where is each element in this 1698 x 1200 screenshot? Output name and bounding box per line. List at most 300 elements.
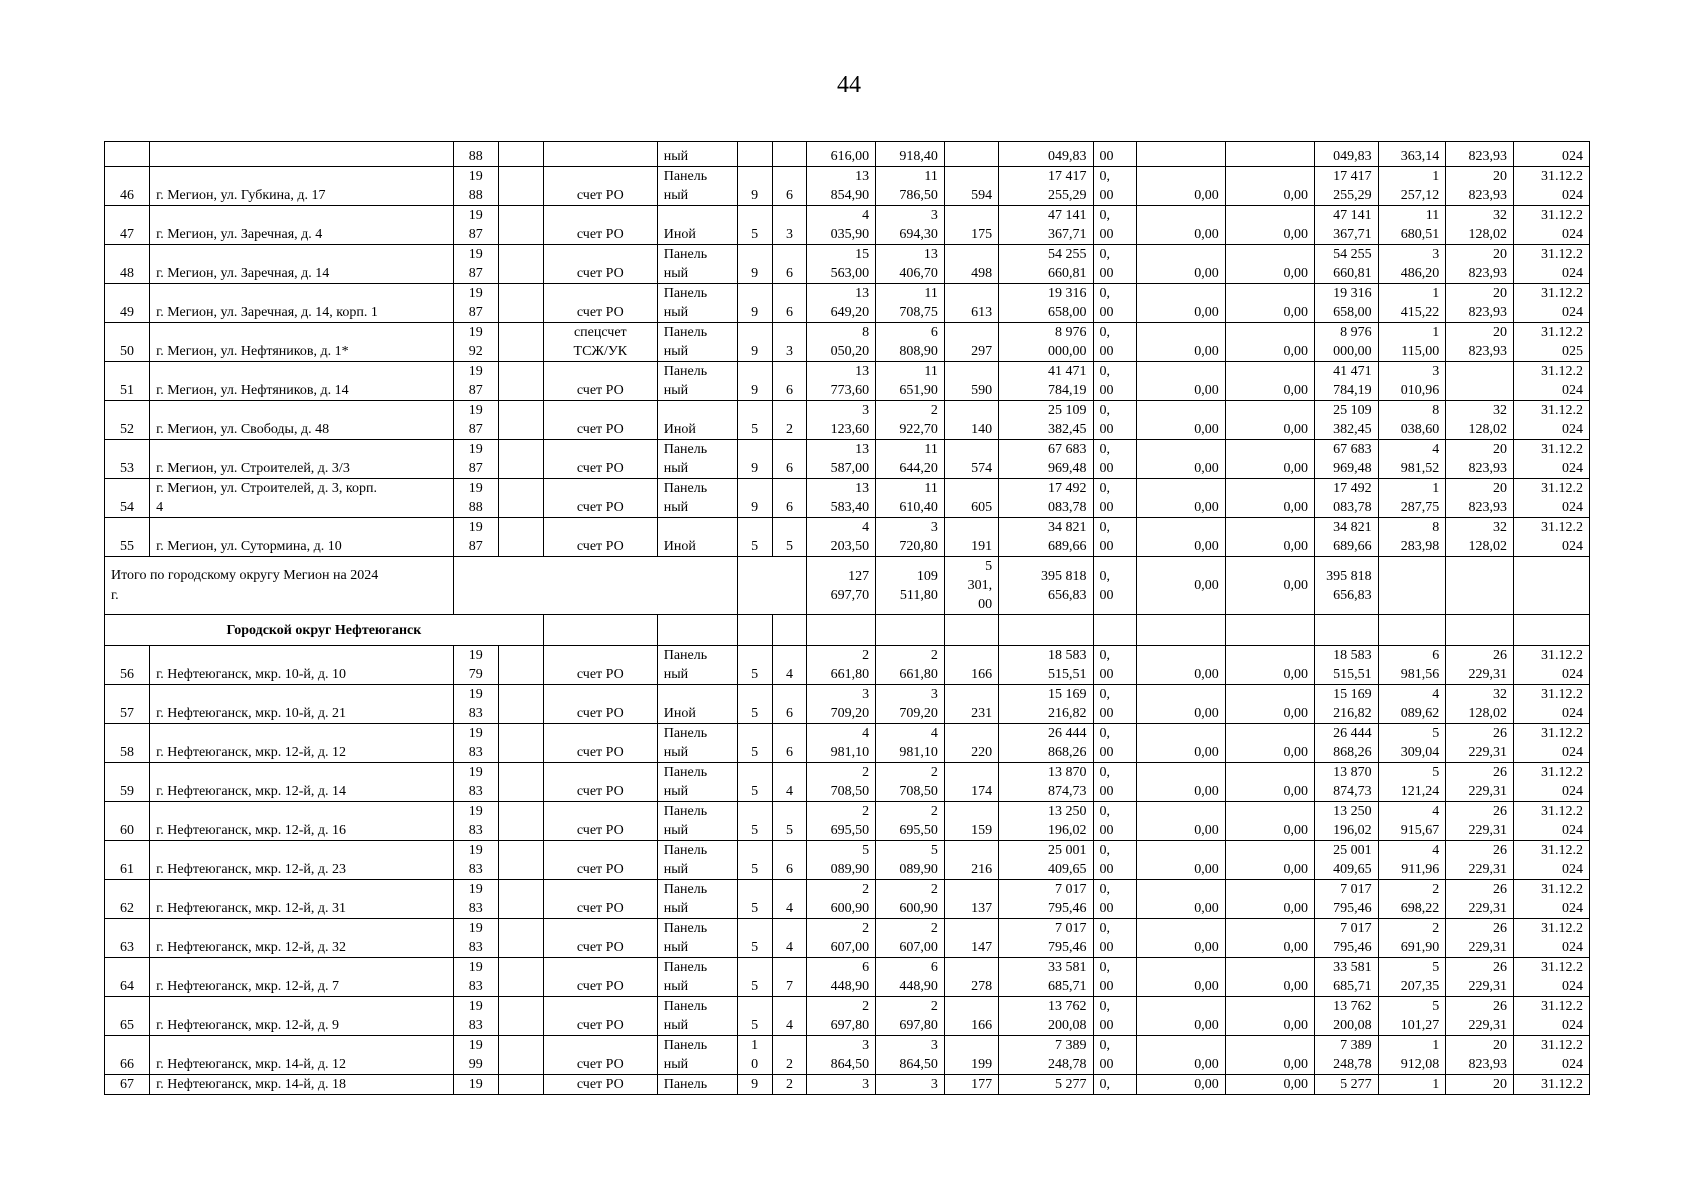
cell-per-sqm: 2 698,22: [1378, 880, 1446, 919]
cell-empty: [498, 919, 543, 958]
cell-residents: 297: [944, 323, 998, 362]
cell-zero: 0, 00: [1093, 206, 1136, 245]
cell-method: счет РО: [543, 479, 657, 518]
cell-total: 15 169 216,82: [1315, 685, 1379, 724]
cell-per-sqm: 3 486,20: [1378, 245, 1446, 284]
cell-cost: 34 821 689,66: [999, 518, 1093, 557]
cell-limit: 32 128,02: [1446, 518, 1514, 557]
cell-f: 0,00: [1225, 880, 1314, 919]
section-empty: [1513, 615, 1589, 646]
cell-residents: 177: [944, 1075, 998, 1095]
cell-residents: 498: [944, 245, 998, 284]
cell-empty: [498, 997, 543, 1036]
cell-cost: 13 250 196,02: [999, 802, 1093, 841]
cell-total: 13 250 196,02: [1315, 802, 1379, 841]
cell-residents: 231: [944, 685, 998, 724]
cell-zero: 0, 00: [1093, 685, 1136, 724]
cell-floors: 9: [737, 245, 772, 284]
cell-zero: 0, 00: [1093, 323, 1136, 362]
total-residents: 5 301, 00: [944, 557, 998, 615]
cell-floors: 5: [737, 401, 772, 440]
cell-zero: 0, 00: [1093, 479, 1136, 518]
cell-year: 19 83: [453, 841, 498, 880]
cell-residents: 605: [944, 479, 998, 518]
cell-e: 0,00: [1136, 646, 1225, 685]
cell-num: 46: [105, 167, 150, 206]
section-empty: [1378, 615, 1446, 646]
cell-method: счет РО: [543, 284, 657, 323]
cell-area-total: 2 600,90: [807, 880, 876, 919]
cell-deadline: 31.12.2 024: [1513, 646, 1589, 685]
cell-area-total: 2 697,80: [807, 997, 876, 1036]
cell-e: 0,00: [1136, 685, 1225, 724]
cell-f: 0,00: [1225, 646, 1314, 685]
cell-year: 19 83: [453, 997, 498, 1036]
cell-floors: 5: [737, 206, 772, 245]
cell-empty: [498, 802, 543, 841]
cell-entrances: 3: [772, 206, 807, 245]
cell-num: 52: [105, 401, 150, 440]
total-area-living: 109 511,80: [876, 557, 945, 615]
cell-residents: 590: [944, 362, 998, 401]
cell-deadline: 31.12.2 024: [1513, 763, 1589, 802]
cell-floors: 1 0: [737, 1036, 772, 1075]
cell-area-living: 3 709,20: [876, 685, 945, 724]
cell-area-living: 11 708,75: [876, 284, 945, 323]
cell-method: счет РО: [543, 724, 657, 763]
cell-area-total: 3 709,20: [807, 685, 876, 724]
section-empty: [876, 615, 945, 646]
cell-residents: 574: [944, 440, 998, 479]
cell-address: г. Нефтеюганск, мкр. 12-й, д. 14: [150, 763, 454, 802]
cell-e: 0,00: [1136, 919, 1225, 958]
cell-e: 0,00: [1136, 479, 1225, 518]
cell-floors: 5: [737, 880, 772, 919]
cell-f: 0,00: [1225, 401, 1314, 440]
total-label: Итого по городскому округу Мегион на 2024 г.: [105, 557, 454, 615]
cell-method: счет РО: [543, 685, 657, 724]
cell-f: 0,00: [1225, 841, 1314, 880]
cell-empty: [498, 362, 543, 401]
cell-limit: 20: [1446, 1075, 1514, 1095]
cell-address: г. Мегион, ул. Губкина, д. 17: [150, 167, 454, 206]
cell-e: 0,00: [1136, 401, 1225, 440]
cell-cost: 17 417 255,29: [999, 167, 1093, 206]
cell-num: 56: [105, 646, 150, 685]
cell-num: 58: [105, 724, 150, 763]
table-row: [105, 245, 1590, 284]
cell-deadline: 31.12.2 024: [1513, 919, 1589, 958]
cell-address: г. Мегион, ул. Заречная, д. 4: [150, 206, 454, 245]
cell-area-total: 4 035,90: [807, 206, 876, 245]
cell-area-living: 6 448,90: [876, 958, 945, 997]
cell-entrances: 6: [772, 479, 807, 518]
cell-cost: 7 017 795,46: [999, 919, 1093, 958]
cell-deadline: 31.12.2 024: [1513, 958, 1589, 997]
total-e: 0,00: [1136, 557, 1225, 615]
cell-entrances: 4: [772, 646, 807, 685]
cell-limit: [1446, 362, 1514, 401]
cell-cost: 13 870 874,73: [999, 763, 1093, 802]
cell-year: 19 87: [453, 440, 498, 479]
cell-num: 55: [105, 518, 150, 557]
cell-year: 19 83: [453, 685, 498, 724]
cell-residents: 613: [944, 284, 998, 323]
total-total: 395 818 656,83: [1315, 557, 1379, 615]
table-row: [105, 479, 1590, 518]
cell-entrances: 2: [772, 401, 807, 440]
cell-limit: 20 823,93: [1446, 284, 1514, 323]
cell-empty: [498, 646, 543, 685]
cell-entrances: 6: [772, 284, 807, 323]
cell-total: 25 109 382,45: [1315, 401, 1379, 440]
cell-material: Панель ный: [657, 1036, 737, 1075]
cell-deadline: 31.12.2 024: [1513, 724, 1589, 763]
cell-area-living: 11 651,90: [876, 362, 945, 401]
cell-floors: 5: [737, 997, 772, 1036]
cell-empty: [498, 841, 543, 880]
cell-cost: 7 389 248,78: [999, 1036, 1093, 1075]
cell-area-living: 2 922,70: [876, 401, 945, 440]
table-body: [105, 142, 1590, 1095]
cell-f: 0,00: [1225, 997, 1314, 1036]
section-empty: [1446, 615, 1514, 646]
cell-address: г. Нефтеюганск, мкр. 12-й, д. 23: [150, 841, 454, 880]
cell-address: г. Нефтеюганск, мкр. 14-й, д. 18: [150, 1075, 454, 1095]
cell-deadline: 31.12.2 024: [1513, 401, 1589, 440]
cell-num: 67: [105, 1075, 150, 1095]
total-empty: [453, 557, 737, 615]
cell-material: Иной: [657, 401, 737, 440]
cell-per-sqm: 8 283,98: [1378, 518, 1446, 557]
cell-material: Панель ный: [657, 919, 737, 958]
cell-floors: 5: [737, 802, 772, 841]
cell-f: 0,00: [1225, 802, 1314, 841]
cell-floors: 5: [737, 841, 772, 880]
total-row-megion: [105, 557, 1590, 615]
table-row: [105, 518, 1590, 557]
cell-year: 19 87: [453, 284, 498, 323]
table-row: [105, 841, 1590, 880]
cell-zero: 0, 00: [1093, 802, 1136, 841]
cell-material: Иной: [657, 685, 737, 724]
cell-floors: 5: [737, 518, 772, 557]
cell-zero: 0, 00: [1093, 880, 1136, 919]
cell-cost: 8 976 000,00: [999, 323, 1093, 362]
cell-empty: [498, 685, 543, 724]
cell-total: 54 255 660,81: [1315, 245, 1379, 284]
cell-address: г. Мегион, ул. Строителей, д. 3/3: [150, 440, 454, 479]
cell-per-sqm: 8 038,60: [1378, 401, 1446, 440]
cell-area-living: 6 808,90: [876, 323, 945, 362]
cell-e: 0,00: [1136, 802, 1225, 841]
cell-limit: 20 823,93: [1446, 1036, 1514, 1075]
cell-num: 60: [105, 802, 150, 841]
cell-limit: 823,93: [1446, 142, 1514, 167]
cell-limit: 26 229,31: [1446, 919, 1514, 958]
cell-cost: 15 169 216,82: [999, 685, 1093, 724]
cell-empty: [498, 401, 543, 440]
section-empty: [1136, 615, 1225, 646]
cell-year: 19 99: [453, 1036, 498, 1075]
cell-year: 19 83: [453, 802, 498, 841]
cell-empty: [498, 1036, 543, 1075]
cell-material: Панель ный: [657, 802, 737, 841]
cell-empty: [498, 518, 543, 557]
cell-empty: [498, 142, 543, 167]
cell-floors: 5: [737, 685, 772, 724]
cell-area-living: 2 600,90: [876, 880, 945, 919]
cell-method: счет РО: [543, 1075, 657, 1095]
cell-total: 34 821 689,66: [1315, 518, 1379, 557]
cell-residents: 220: [944, 724, 998, 763]
cell-zero: 0, 00: [1093, 440, 1136, 479]
cell-entrances: [772, 142, 807, 167]
cell-f: 0,00: [1225, 763, 1314, 802]
cell-per-sqm: 5 101,27: [1378, 997, 1446, 1036]
cell-f: 0,00: [1225, 919, 1314, 958]
cell-total: 7 017 795,46: [1315, 919, 1379, 958]
cell-limit: 20 823,93: [1446, 245, 1514, 284]
cell-material: ный: [657, 142, 737, 167]
cell-area-total: 3 864,50: [807, 1036, 876, 1075]
cell-area-total: 13 649,20: [807, 284, 876, 323]
cell-residents: 159: [944, 802, 998, 841]
cell-zero: 0, 00: [1093, 284, 1136, 323]
section-empty: [944, 615, 998, 646]
cell-zero: 0, 00: [1093, 646, 1136, 685]
cell-area-total: 6 448,90: [807, 958, 876, 997]
total-area-total: 127 697,70: [807, 557, 876, 615]
cell-e: 0,00: [1136, 724, 1225, 763]
cell-num: 65: [105, 997, 150, 1036]
cell-per-sqm: 5 207,35: [1378, 958, 1446, 997]
cell-empty: [498, 1075, 543, 1095]
housing-table: [104, 141, 1590, 1095]
cell-e: 0,00: [1136, 958, 1225, 997]
cell-total: 26 444 868,26: [1315, 724, 1379, 763]
cell-empty: [498, 763, 543, 802]
cell-f: 0,00: [1225, 479, 1314, 518]
section-header-row: [105, 615, 1590, 646]
cell-f: 0,00: [1225, 724, 1314, 763]
cell-method: счет РО: [543, 919, 657, 958]
cell-cost: 049,83: [999, 142, 1093, 167]
cell-deadline: 31.12.2 024: [1513, 802, 1589, 841]
cell-material: Панель ный: [657, 440, 737, 479]
cell-area-total: 13 773,60: [807, 362, 876, 401]
cell-year: 19 83: [453, 919, 498, 958]
cell-cost: 13 762 200,08: [999, 997, 1093, 1036]
cell-zero: 0, 00: [1093, 1036, 1136, 1075]
cell-material: Панель ный: [657, 284, 737, 323]
cell-floors: 9: [737, 323, 772, 362]
cell-material: Панель ный: [657, 646, 737, 685]
cell-address: г. Мегион, ул. Свободы, д. 48: [150, 401, 454, 440]
cell-total: 25 001 409,65: [1315, 841, 1379, 880]
cell-area-living: 11 644,20: [876, 440, 945, 479]
cell-cost: 17 492 083,78: [999, 479, 1093, 518]
cell-deadline: 31.12.2 024: [1513, 362, 1589, 401]
cell-e: 0,00: [1136, 880, 1225, 919]
cell-address: г. Мегион, ул. Нефтяников, д. 14: [150, 362, 454, 401]
cell-floors: 9: [737, 440, 772, 479]
cell-address: г. Нефтеюганск, мкр. 12-й, д. 16: [150, 802, 454, 841]
cell-residents: 216: [944, 841, 998, 880]
table-row: [105, 724, 1590, 763]
cell-e: [1136, 142, 1225, 167]
table-row: [105, 1075, 1590, 1095]
cell-cost: 18 583 515,51: [999, 646, 1093, 685]
cell-e: 0,00: [1136, 997, 1225, 1036]
cell-address: г. Нефтеюганск, мкр. 12-й, д. 12: [150, 724, 454, 763]
cell-residents: 140: [944, 401, 998, 440]
cell-zero: 0, 00: [1093, 958, 1136, 997]
cell-floors: 5: [737, 763, 772, 802]
cell-f: 0,00: [1225, 167, 1314, 206]
cell-per-sqm: 1: [1378, 1075, 1446, 1095]
cell-year: 19 92: [453, 323, 498, 362]
cell-residents: 166: [944, 646, 998, 685]
cell-residents: 175: [944, 206, 998, 245]
table-row: [105, 763, 1590, 802]
cell-empty: [498, 724, 543, 763]
table-row: [105, 919, 1590, 958]
cell-cost: 33 581 685,71: [999, 958, 1093, 997]
cell-area-total: 616,00: [807, 142, 876, 167]
cell-floors: 9: [737, 284, 772, 323]
cell-num: 61: [105, 841, 150, 880]
cell-deadline: 31.12.2 024: [1513, 880, 1589, 919]
cell-entrances: 6: [772, 841, 807, 880]
cell-zero: 0,: [1093, 1075, 1136, 1095]
cell-total: 67 683 969,48: [1315, 440, 1379, 479]
cell-floors: 5: [737, 919, 772, 958]
cell-deadline: 31.12.2 024: [1513, 167, 1589, 206]
cell-year: 19 87: [453, 206, 498, 245]
cell-e: 0,00: [1136, 167, 1225, 206]
cell-empty: [498, 206, 543, 245]
cell-address: [150, 142, 454, 167]
cell-deadline: 31.12.2 024: [1513, 479, 1589, 518]
cell-num: 59: [105, 763, 150, 802]
page-number: 44: [837, 72, 861, 98]
cell-address: г. Нефтеюганск, мкр. 12-й, д. 9: [150, 997, 454, 1036]
cell-deadline: 31.12.2 024: [1513, 518, 1589, 557]
cell-f: 0,00: [1225, 1036, 1314, 1075]
cell-method: счет РО: [543, 646, 657, 685]
cell-zero: 00: [1093, 142, 1136, 167]
cell-year: 19 79: [453, 646, 498, 685]
cell-address: г. Нефтеюганск, мкр. 14-й, д. 12: [150, 1036, 454, 1075]
cell-area-total: 2 695,50: [807, 802, 876, 841]
cell-limit: 26 229,31: [1446, 997, 1514, 1036]
cell-cost: 5 277: [999, 1075, 1093, 1095]
cell-num: 49: [105, 284, 150, 323]
cell-method: счет РО: [543, 763, 657, 802]
cell-method: счет РО: [543, 997, 657, 1036]
cell-deadline: 31.12.2 024: [1513, 206, 1589, 245]
cell-per-sqm: 4 981,52: [1378, 440, 1446, 479]
cell-area-living: 3 864,50: [876, 1036, 945, 1075]
cell-total: 049,83: [1315, 142, 1379, 167]
cell-zero: 0, 00: [1093, 997, 1136, 1036]
cell-f: 0,00: [1225, 206, 1314, 245]
cell-year: 19 88: [453, 479, 498, 518]
cell-limit: 20 823,93: [1446, 479, 1514, 518]
cell-area-total: 2 708,50: [807, 763, 876, 802]
table-row: [105, 685, 1590, 724]
cell-area-living: 2 695,50: [876, 802, 945, 841]
cell-cost: 25 109 382,45: [999, 401, 1093, 440]
cell-f: 0,00: [1225, 518, 1314, 557]
cell-zero: 0, 00: [1093, 841, 1136, 880]
cell-material: Панель ный: [657, 763, 737, 802]
table-row: [105, 958, 1590, 997]
cell-f: 0,00: [1225, 958, 1314, 997]
cell-f: 0,00: [1225, 362, 1314, 401]
cell-num: 51: [105, 362, 150, 401]
cell-per-sqm: 1 287,75: [1378, 479, 1446, 518]
table-row: [105, 167, 1590, 206]
cell-zero: 0, 00: [1093, 245, 1136, 284]
table-row: [105, 802, 1590, 841]
cell-f: 0,00: [1225, 245, 1314, 284]
cell-year: 19 87: [453, 401, 498, 440]
cell-empty: [498, 284, 543, 323]
section-empty: [999, 615, 1093, 646]
section-empty: [807, 615, 876, 646]
cell-zero: 0, 00: [1093, 724, 1136, 763]
cell-method: счет РО: [543, 167, 657, 206]
cell-material: Панель ный: [657, 841, 737, 880]
cell-num: 64: [105, 958, 150, 997]
cell-entrances: 3: [772, 323, 807, 362]
table-row: [105, 284, 1590, 323]
cell-zero: 0, 00: [1093, 362, 1136, 401]
cell-area-living: 2 607,00: [876, 919, 945, 958]
cell-e: 0,00: [1136, 323, 1225, 362]
cell-area-total: 2 607,00: [807, 919, 876, 958]
cell-entrances: 4: [772, 880, 807, 919]
section-empty: [1315, 615, 1379, 646]
cell-area-living: 3 720,80: [876, 518, 945, 557]
cell-empty: [498, 880, 543, 919]
cell-empty: [498, 479, 543, 518]
cell-limit: 26 229,31: [1446, 646, 1514, 685]
cell-entrances: 4: [772, 997, 807, 1036]
cell-address: г. Нефтеюганск, мкр. 10-й, д. 10: [150, 646, 454, 685]
cell-area-total: 4 981,10: [807, 724, 876, 763]
table-row: [105, 206, 1590, 245]
cell-floors: 5: [737, 958, 772, 997]
cell-entrances: 6: [772, 685, 807, 724]
cell-deadline: 31.12.2 024: [1513, 245, 1589, 284]
cell-total: 17 492 083,78: [1315, 479, 1379, 518]
total-empty-5: [1513, 557, 1589, 615]
cell-empty: [498, 245, 543, 284]
total-cost: 395 818 656,83: [999, 557, 1093, 615]
cell-cost: 25 001 409,65: [999, 841, 1093, 880]
cell-entrances: 4: [772, 919, 807, 958]
cell-deadline: 31.12.2 024: [1513, 440, 1589, 479]
cell-deadline: 31.12.2: [1513, 1075, 1589, 1095]
cell-deadline: 31.12.2 024: [1513, 284, 1589, 323]
cell-area-total: 4 203,50: [807, 518, 876, 557]
cell-cost: 54 255 660,81: [999, 245, 1093, 284]
cell-f: 0,00: [1225, 1075, 1314, 1095]
cell-method: счет РО: [543, 362, 657, 401]
